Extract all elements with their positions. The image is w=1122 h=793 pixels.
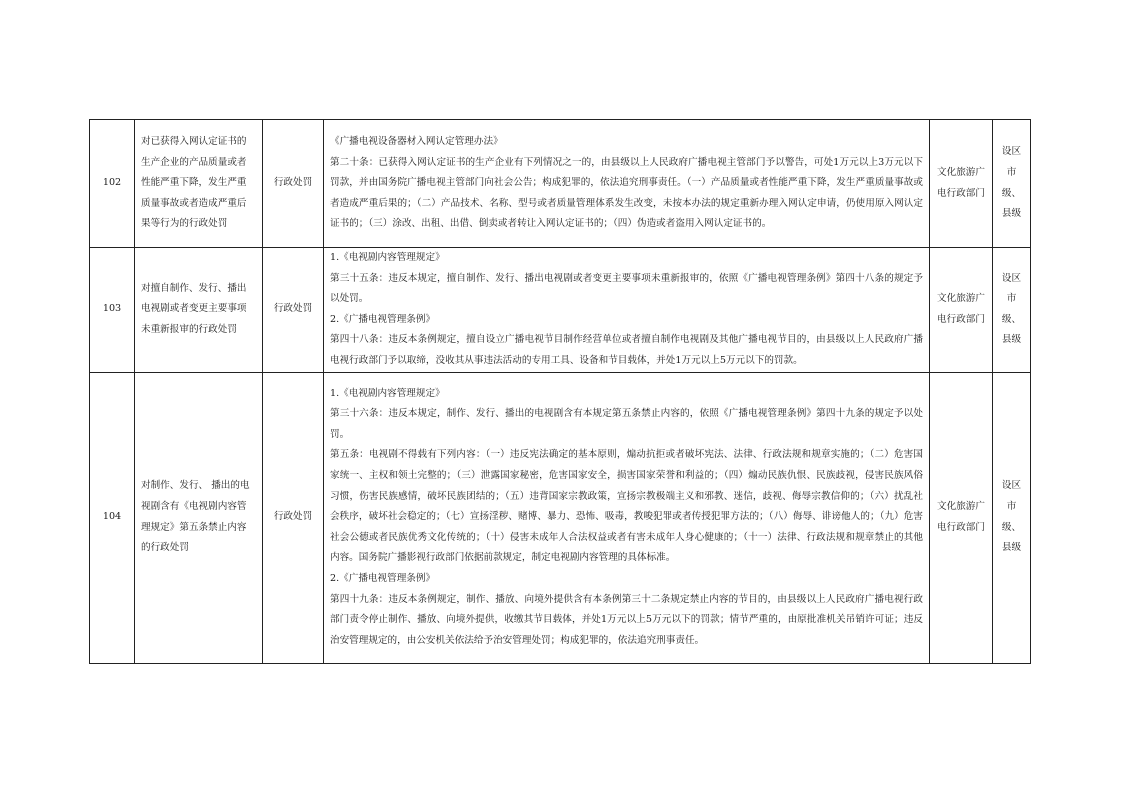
legal-basis (324, 120, 930, 248)
row-number: 103 (90, 248, 135, 373)
administrative-level: 设区市级、县级 (993, 248, 1031, 373)
item-name: 对已获得入网认定证书的生产企业的产品质量或者性能严重下降，发生严重质量事故或者造成严重后果等行为的行政处罚 (135, 120, 263, 248)
legal-basis (324, 248, 930, 373)
basis-paragraph: 1.《电视剧内容管理规定》 (330, 252, 445, 263)
table-row (90, 120, 1031, 248)
basis-paragraph: 1.《电视剧内容管理规定》 (330, 387, 445, 399)
basis-paragraph: 第二十条：已获得入网认定证书的生产企业有下列情况之一的，由县级以上人民政府广播电视主管部门予以警告，可处1万元以上3万元以下罚款，并由国务院广播电视主管部门向社会公告；构成犯罪的，依法追究刑事责任。（一）产品质量或者性能严重下降，发生严重质量事故或者造成严重后果的；（二）产品技术、名称、型号或者质量管理体系发生改变，未按本办法的规定重新办理入网认定申请，仍使用原入网认定证书的；（三）涂改、出租、出借、倒卖或者转让入网认定证书的；（四）伪造或者盗用入网认定证书的。 (330, 156, 923, 230)
item-name: 对制作、发行、 播出的电视剧含有《电视剧内容管理规定》第五条禁止内容的行政处罚 (135, 372, 263, 663)
responsible-department: 文化旅游广电行政部门 (930, 372, 993, 663)
authority-table (89, 119, 1031, 664)
item-name: 对擅自制作、发行、播出电视剧或者变更主要事项未重新报审的行政处罚 (135, 248, 263, 373)
row-number: 104 (90, 372, 135, 663)
basis-paragraph: 第五条：电视剧不得载有下列内容：（一）违反宪法确定的基本原则，煽动抗拒或者破坏宪法、法律、行政法规和规章实施的；（二）危害国家统一、主权和领土完整的；（三）泄露国家秘密，危害国家安全，损害国家荣誉和利益的；（四）煽动民族仇恨、民族歧视，侵害民族风俗习惯，伤害民族感情，破坏民族团结的；（五）违背国家宗教政策，宣扬宗教极端主义和邪教、迷信，歧视、侮辱宗教信仰的；（六）扰乱社会秩序，破坏社会稳定的；（七）宣扬淫秽、赌博、暴力、恐怖、吸毒，教唆犯罪或者传授犯罪方法的；（八）侮辱、诽谤他人的；（九）危害社会公德或者民族优秀文化传统的；（十）侵害未成年人合法权益或者有害未成年人身心健康的；（十一）法律、行政法规和规章禁止的其他内容。国务院广播影视行政部门依据前款规定，制定电视剧内容管理的具体标准。 (330, 449, 923, 564)
table-row (90, 248, 1031, 373)
row-number: 102 (90, 120, 135, 248)
table-row (90, 372, 1031, 663)
item-type: 行政处罚 (263, 120, 324, 248)
basis-paragraph: 第三十六条：违反本规定，制作、发行、播出的电视剧含有本规定第五条禁止内容的，依照《广播电视管理条例》第四十九条的规定予以处罚。 (330, 408, 923, 440)
basis-paragraph: 《广播电视设备器材入网认定管理办法》 (330, 136, 503, 148)
item-type: 行政处罚 (263, 372, 324, 663)
responsible-department: 文化旅游广电行政部门 (930, 120, 993, 248)
administrative-level: 设区市级、县级 (993, 120, 1031, 248)
legal-basis (324, 372, 930, 663)
basis-paragraph: 2.《广播电视管理条例》 (330, 573, 436, 585)
basis-paragraph: 第四十九条：违反本条例规定，制作、播放、向境外提供含有本条例第三十二条规定禁止内容的节目的，由县级以上人民政府广播电视行政部门责令停止制作、播放、向境外提供，收缴其节目载体，并处1万元以上5万元以下的罚款；情节严重的，由原批准机关吊销许可证；违反治安管理规定的，由公安机关依法给予治安管理处罚；构成犯罪的，依法追究刑事责任。 (330, 593, 923, 646)
responsible-department: 文化旅游广电行政部门 (930, 248, 993, 373)
basis-paragraph: 第三十五条：违反本规定，擅自制作、发行、播出电视剧或者变更主要事项未重新报审的，依照《广播电视管理条例》第四十八条的规定予以处罚。 (330, 272, 923, 305)
basis-paragraph: 第四十八条：违反本条例规定，擅自设立广播电视节目制作经营单位或者擅自制作电视剧及其他广播电视节目的，由县级以上人民政府广播电视行政部门予以取缔，没收其从事违法活动的专用工具、设备和节目载体，并处1万元以上5万元以下的罚款。 (330, 334, 923, 366)
basis-paragraph: 2.《广播电视管理条例》 (330, 313, 436, 325)
item-type: 行政处罚 (263, 248, 324, 373)
administrative-level: 设区市级、县级 (993, 372, 1031, 663)
